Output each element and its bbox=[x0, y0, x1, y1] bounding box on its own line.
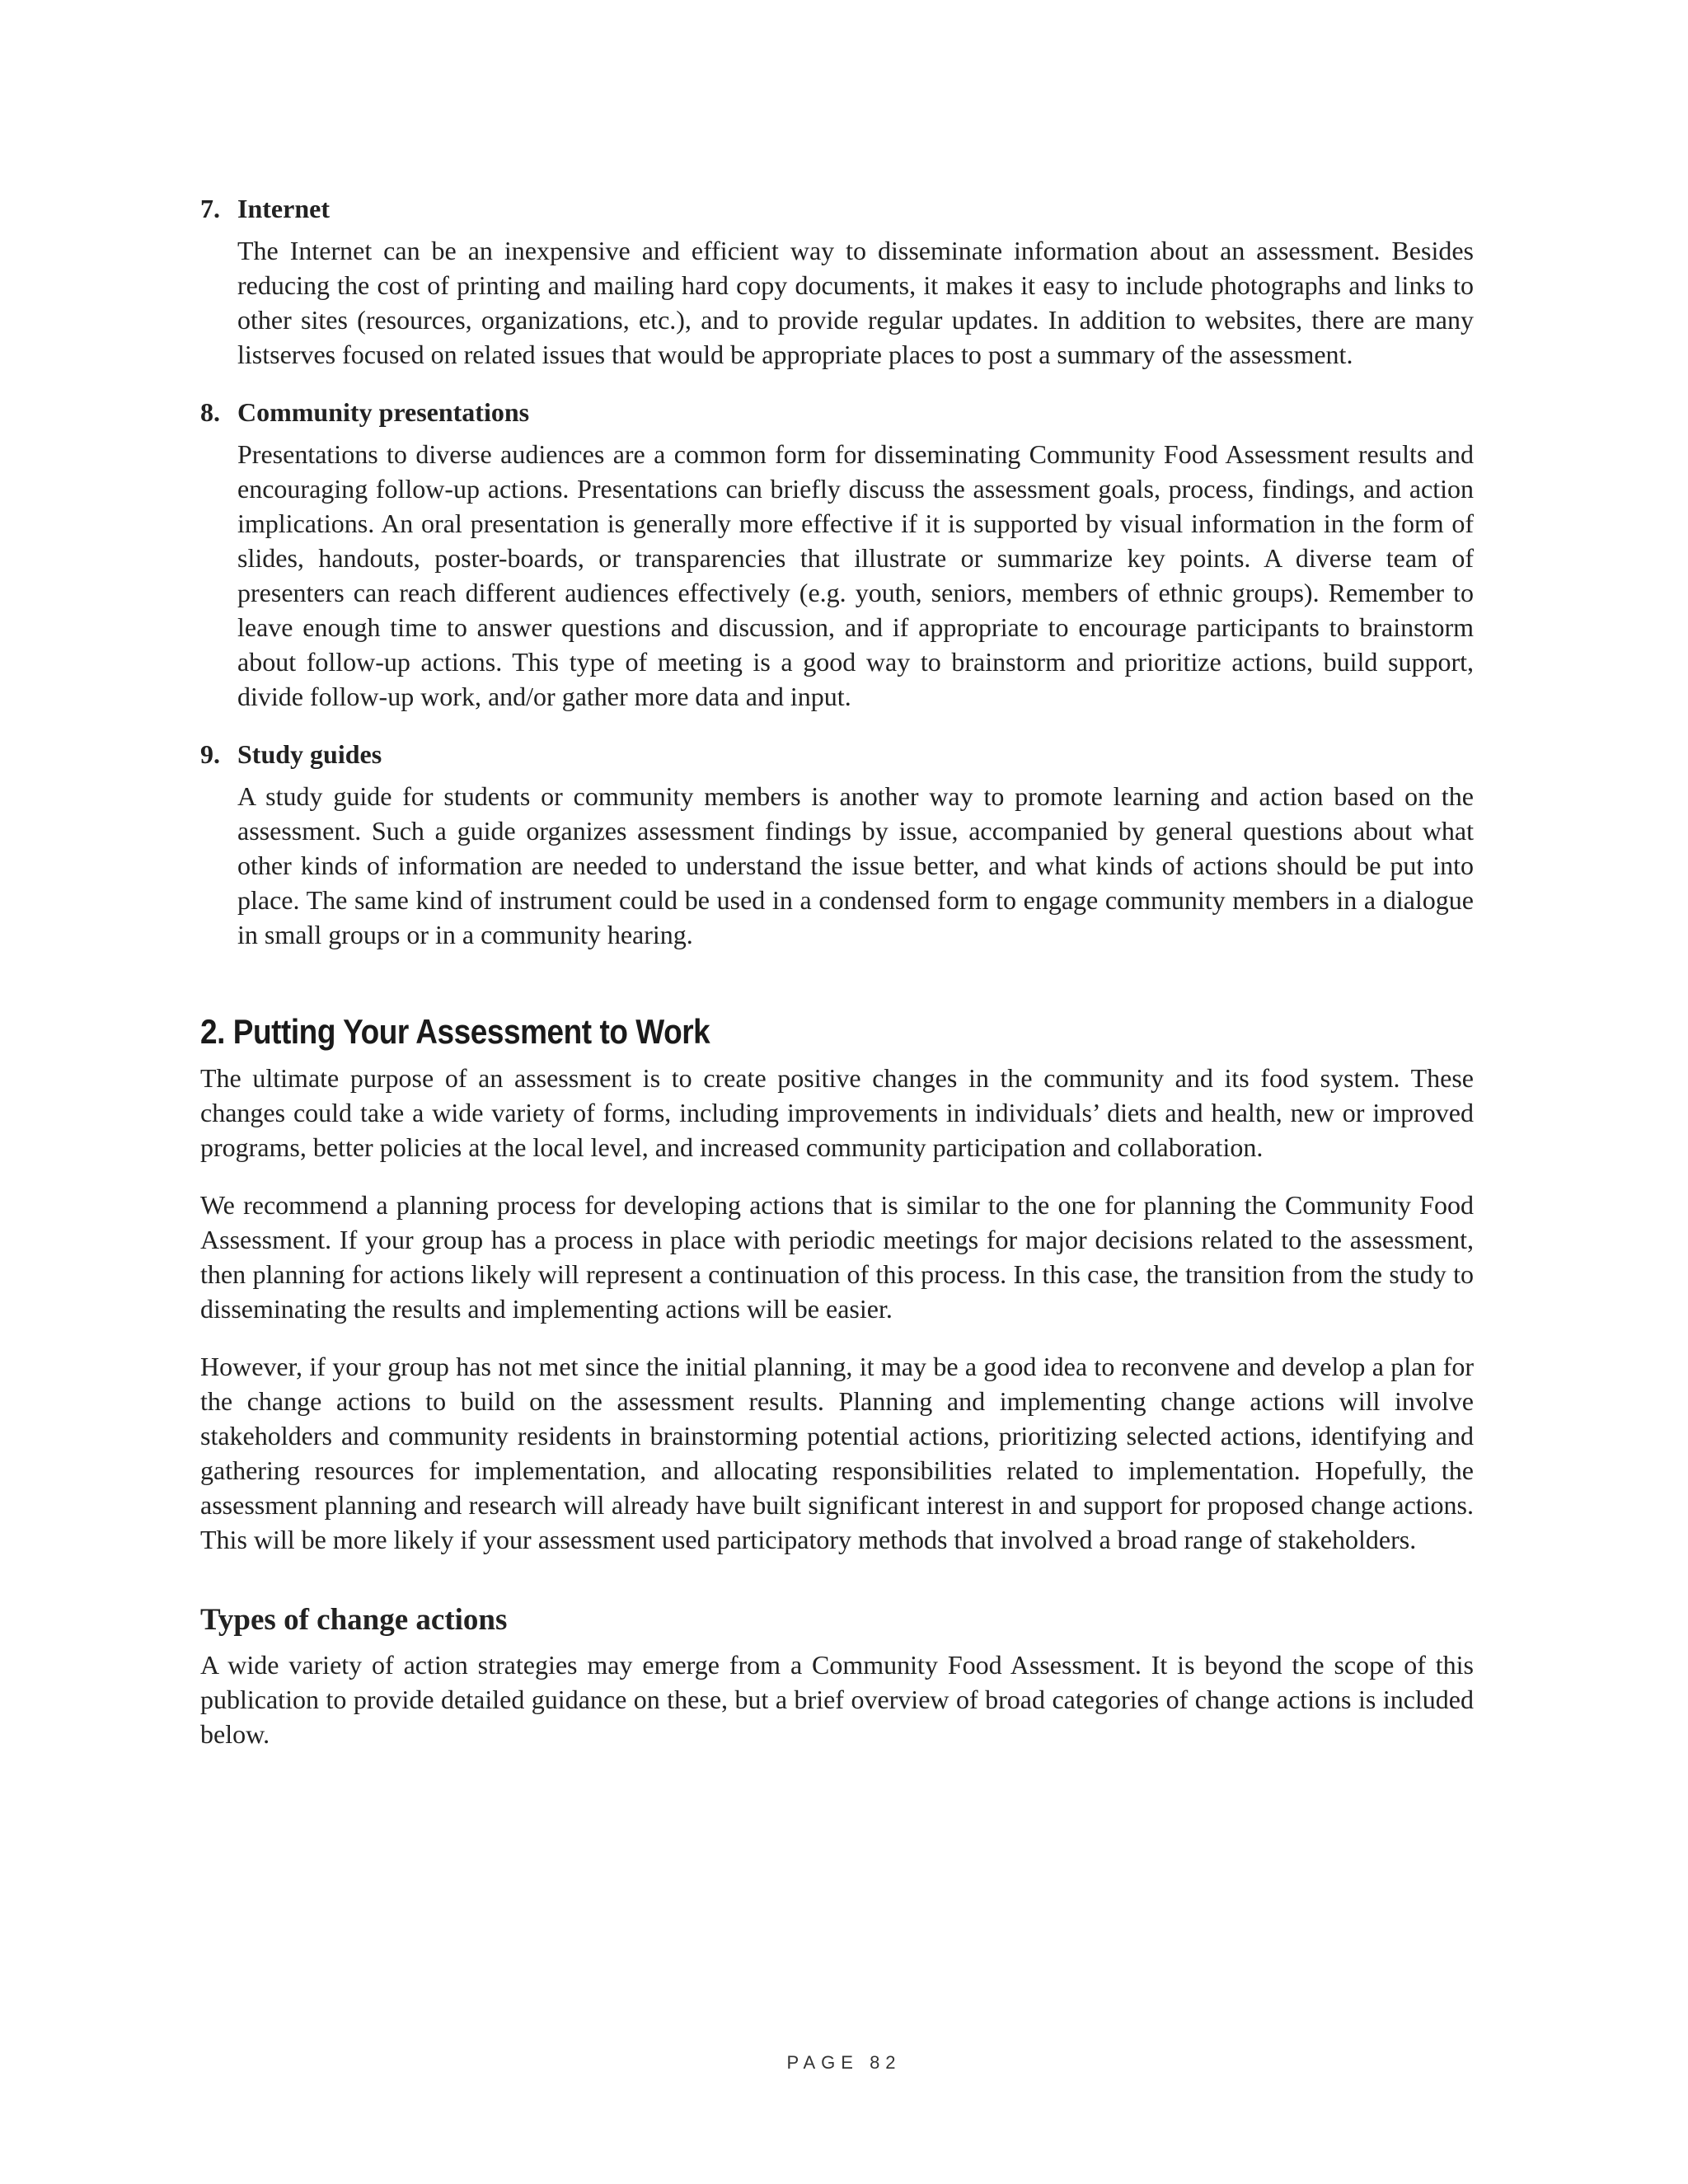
list-item-title: Community presentations bbox=[237, 397, 530, 427]
list-item-number: 7. bbox=[200, 194, 220, 223]
list-item-heading bbox=[200, 395, 1474, 429]
list-item-body: Presentations to diverse audiences are a common form for disseminating Community Food Assessment results and encouraging follow-up actions. Presentations can briefly discuss the assessment goals, process, findings, and action implications. An oral presentation is generally more effective if it is supported by visual information in the form of slides, handouts, poster-boards, or transparencies that illustrate or summarize key points. A diverse team of presenters can reach different audiences effectively (e.g. youth, seniors, members of ethnic groups). Remember to leave enough time to answer questions and discussion, and if appropriate to encourage participants to brainstorm about follow-up actions. This type of meeting is a good way to brainstorm and prioritize actions, build support, divide follow-up work, and/or gather more data and input. bbox=[237, 439, 1474, 711]
list-item-number: 8. bbox=[200, 397, 220, 427]
page-number: PAGE 82 bbox=[786, 2052, 902, 2073]
section-paragraph-2: We recommend a planning process for developing actions that is similar to the one for planning the Community Food Assessment. If your group has a process in place with periodic meetings for major decisions related to the assessment, then planning for actions likely will represent a continuation of this process. In this case, the transition from the study to disseminating the results and implementing actions will be easier. bbox=[200, 1190, 1474, 1324]
subsection-paragraph: A wide variety of action strategies may emerge from a Community Food Assessment. It is beyond the scope of this publication to provide detailed guidance on these, but a brief overview of broad categories of change actions is included below. bbox=[200, 1650, 1474, 1749]
section-paragraph-1: The ultimate purpose of an assessment is to create positive changes in the community and its food system. These changes could take a wide variety of forms, including improvements in individuals’ diets and health, new or improved programs, better policies at the local level, and increased community participation and collaboration. bbox=[200, 1063, 1474, 1162]
subsection-heading: Types of change actions bbox=[200, 1603, 508, 1637]
list-item-number: 9. bbox=[200, 739, 220, 769]
list-item-title: Internet bbox=[237, 194, 330, 223]
section-heading: 2. Putting Your Assessment to Work bbox=[200, 1012, 710, 1051]
list-item-internet bbox=[200, 191, 1474, 372]
list-item-body: The Internet can be an inexpensive and efficient way to disseminate information about an assessment. Besides reducing the cost of printing and mailing hard copy documents, it makes it easy to include photographs and links to other sites (resources, organizations, etc.), and to provide regular updates. In addition to websites, there are many listserves focused on related issues that would be appropriate places to post a summary of the assessment. bbox=[237, 236, 1474, 369]
list-item-title: Study guides bbox=[237, 739, 382, 769]
list-item-heading bbox=[200, 191, 1474, 226]
list-item-study-guides bbox=[200, 737, 1474, 952]
list-item-community-presentations bbox=[200, 395, 1474, 714]
list-item-body: A study guide for students or community members is another way to promote learning and action based on the assessment. Such a guide organizes assessment findings by issue, accompanied by general questions about what other kinds of information are needed to understand the issue better, and what kinds of actions should be put into place. The same kind of instrument could be used in a condensed form to engage community members in a dialogue in small groups or in a community hearing. bbox=[237, 781, 1474, 949]
list-item-heading bbox=[200, 737, 1474, 771]
document-page bbox=[200, 191, 1474, 1774]
section-paragraph-3: However, if your group has not met since the initial planning, it may be a good idea to reconvene and develop a plan for the change actions to build on the assessment results. Planning and implementing change actions will involve stakeholders and community residents in brainstorming potential actions, prioritizing selected actions, identifying and gathering resources for implementation, and allocating responsibilities related to implementation. Hopefully, the assessment planning and research will already have built significant interest in and support for proposed change actions. This will be more likely if your assessment used participatory methods that involved a broad range of stakeholders. bbox=[200, 1352, 1474, 1554]
